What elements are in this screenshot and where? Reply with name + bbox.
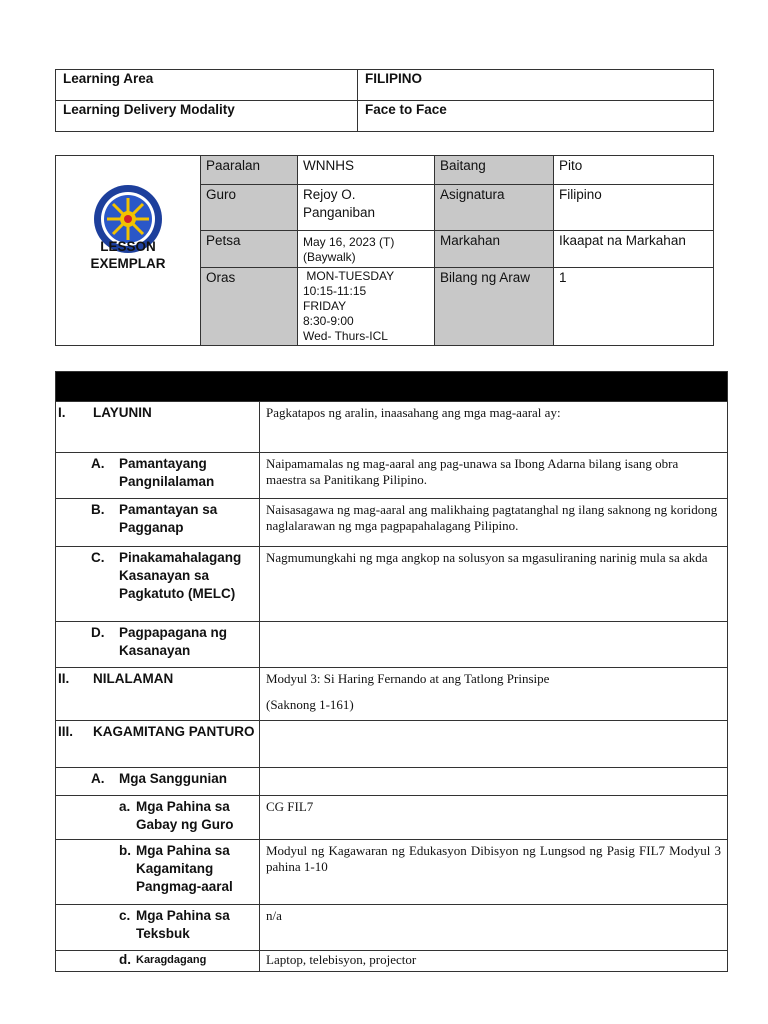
row-label: Pamantayang Pangnilalaman [119, 456, 215, 489]
row-number: I. [58, 405, 66, 420]
plan-row [56, 402, 728, 453]
petsa-note: (Baywalk) [303, 250, 356, 264]
plan-row [56, 796, 728, 840]
row-content: Naisasagawa ng mag-aaral ang malikhaing pagtatanghal ng ilang saknong ng koridong naglalarawan ng mga pagpapahalagang Pilipino. [260, 499, 728, 547]
plan-header-bar [56, 372, 728, 402]
plan-row [56, 547, 728, 622]
modality-value: Face to Face [358, 101, 714, 132]
row-number: A. [91, 771, 105, 786]
row-label: Mga Sanggunian [119, 771, 227, 786]
oras-line: Wed- Thurs-ICL [303, 329, 388, 343]
plan-row [56, 721, 728, 768]
row-label: Karagdagang [136, 954, 207, 966]
row-number: II. [58, 671, 70, 686]
oras-line: MON-TUESDAY [303, 269, 395, 283]
plan-row [56, 622, 728, 668]
plan-row [56, 499, 728, 547]
plan-row [56, 840, 728, 905]
petsa-value [298, 231, 435, 268]
oras-line: FRIDAY [303, 299, 347, 313]
oras-value [298, 268, 435, 346]
row-content: CG FIL7 [260, 796, 728, 840]
row-label: Pagpapagana ng Kasanayan [119, 625, 228, 658]
plan-row [56, 905, 728, 951]
row-content [260, 622, 728, 668]
lesson-plan-table [55, 371, 728, 972]
modality-label: Learning Delivery Modality [56, 101, 358, 132]
modality-row [56, 101, 714, 132]
petsa-label: Petsa [201, 231, 298, 268]
row-number: III. [58, 724, 74, 739]
content-line: (Saknong 1-161) [266, 697, 354, 712]
row-content: Modyul ng Kagawaran ng Edukasyon Dibisyon ng Lungsod ng Pasig FIL7 Modyul 3 pahina 1-10 [260, 840, 728, 905]
row-number: D. [91, 625, 105, 640]
plan-row [56, 768, 728, 796]
row-label: NILALAMAN [93, 671, 174, 686]
learning-area-label: Learning Area [56, 70, 358, 101]
row-content [260, 721, 728, 768]
plan-row [56, 453, 728, 499]
logo-text: LESSON [100, 238, 156, 254]
row-number: b. [119, 843, 131, 858]
row-content: Naipamamalas ng mag-aaral ang pag-unawa sa Ibong Adarna bilang isang obra maestra sa Panitikang Pilipino. [260, 453, 728, 499]
petsa-date: May 16, 2023 (T) [303, 235, 395, 249]
row-number: c. [119, 908, 131, 923]
row-label: Mga Pahina sa Gabay ng Guro [136, 799, 234, 832]
bilang-label: Bilang ng Araw [435, 268, 554, 346]
plan-row [56, 668, 728, 721]
row-content: Pagkatapos ng aralin, inaasahang ang mga mag-aaral ay: [260, 402, 728, 453]
row-number: a. [119, 799, 131, 814]
row-number: d. [119, 952, 131, 967]
oras-label: Oras [201, 268, 298, 346]
row-label: Mga Pahina sa Kagamitang Pangmag-aaral [136, 843, 233, 894]
row-label: Mga Pahina sa Teksbuk [136, 908, 230, 941]
guro-value: Rejoy O. Panganiban [298, 185, 435, 231]
guro-label: Guro [201, 185, 298, 231]
row-content: Laptop, telebisyon, projector [260, 951, 728, 972]
baitang-value: Pito [554, 156, 714, 185]
row-label: KAGAMITANG PANTURO [93, 724, 255, 739]
content-line: Modyul 3: Si Haring Fernando at ang Tatlong Prinsipe [266, 671, 550, 686]
row-number: A. [91, 456, 105, 471]
row-content [260, 668, 728, 721]
row-label: LAYUNIN [93, 405, 152, 420]
baitang-label: Baitang [435, 156, 554, 185]
asignatura-value: Filipino [554, 185, 714, 231]
row-label: Pamantayan sa Pagganap [119, 502, 218, 535]
bilang-value: 1 [554, 268, 714, 346]
row-number: C. [91, 550, 105, 565]
paaralan-label: Paaralan [201, 156, 298, 185]
row-label: Pinakamahalagang Kasanayan sa Pagkatuto (MELC) [119, 550, 242, 601]
learning-area-row [56, 70, 714, 101]
school-header-table [55, 155, 714, 346]
exemplar-label: EXEMPLAR [90, 255, 166, 271]
paaralan-value: WNNHS [298, 156, 435, 185]
oras-line: 8:30-9:00 [303, 314, 354, 328]
row-number: B. [91, 502, 105, 517]
learning-info-table [55, 69, 714, 132]
learning-area-value: FILIPINO [358, 70, 714, 101]
asignatura-label: Asignatura [435, 185, 554, 231]
markahan-value: Ikaapat na Markahan [554, 231, 714, 268]
row-content [260, 768, 728, 796]
oras-line: 10:15-11:15 [303, 284, 367, 298]
plan-row [56, 951, 728, 972]
logo-cell [56, 156, 201, 346]
row-content: Nagmumungkahi ng mga angkop na solusyon sa mgasuliraning narinig mula sa akda [260, 547, 728, 622]
markahan-label: Markahan [435, 231, 554, 268]
row-content: n/a [260, 905, 728, 951]
